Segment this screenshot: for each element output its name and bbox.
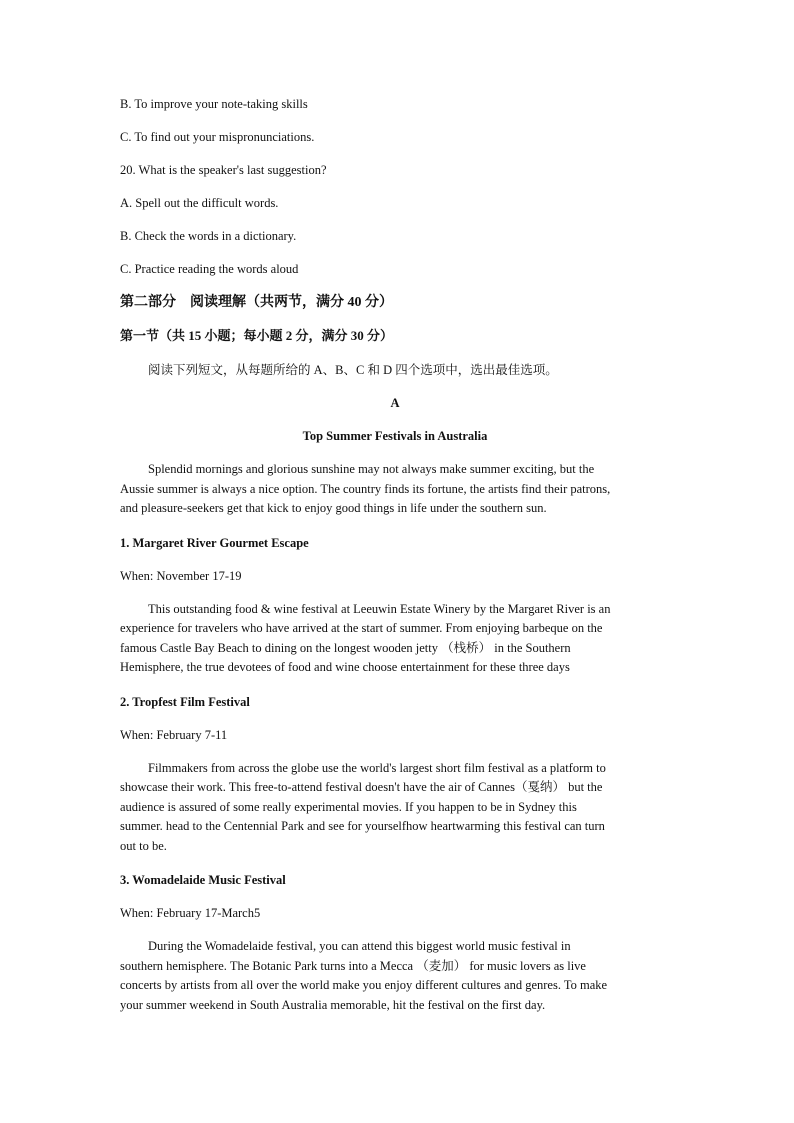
passage-label: A — [390, 396, 400, 410]
option-q20-c: C. Practice reading the words aloud — [120, 262, 299, 276]
paragraph-line: Filmmakers from across the globe use the world's largest short film festival as a platform to — [148, 760, 606, 775]
reading-instructions: 阅读下列短文，从每题所给的 A、B、C 和 D 四个选项中，选出最佳选项。 — [148, 363, 558, 377]
festival-paragraph — [120, 759, 670, 857]
paragraph-line: showcase their work. This free-to-attend festival doesn't have the air of Cannes（戛纳） but the — [120, 780, 603, 794]
paragraph-line: This outstanding food & wine festival at Leeuwin Estate Winery by the Margaret River is an — [148, 601, 611, 616]
paragraph-line: audience is assured of some really experimental movies. If you happen to be in Sydney this — [120, 799, 577, 814]
paragraph-line: your summer weekend in South Australia memorable, hit the festival on the first day. — [120, 997, 546, 1012]
paragraph-line: Splendid mornings and glorious sunshine may not always make summer exciting, but the — [148, 462, 595, 476]
option-q20-a: A. Spell out the difficult words. — [120, 196, 279, 210]
festival-heading: 2. Tropfest Film Festival — [120, 694, 250, 709]
paragraph-line: Hemisphere, the true devotees of food and wine choose entertainment for these three days — [120, 660, 570, 674]
festival-paragraph — [120, 600, 670, 678]
festival-heading: 1. Margaret River Gourmet Escape — [120, 535, 309, 550]
paragraph-line: summer. head to the Centennial Park and see for yourselfhow heartwarming this festival can turn — [120, 819, 605, 833]
option-q19-c: C. To find out your mispronunciations. — [120, 130, 315, 144]
option-q19-b: B. To improve your note-taking skills — [120, 97, 308, 111]
paragraph-line: concerts by artists from all over the world make you enjoy different cultures and genres. To make — [120, 978, 608, 992]
festival-paragraph — [120, 937, 670, 1015]
festival-when: When: February 7-11 — [120, 727, 228, 742]
paragraph-line: Aussie summer is always a nice option. The country finds its fortune, the artists find their patrons, — [120, 481, 611, 496]
passage-title: Top Summer Festivals in Australia — [302, 429, 488, 443]
festival-when: When: February 17-March5 — [120, 906, 261, 920]
intro-paragraph — [120, 460, 670, 519]
paragraph-line: famous Castle Bay Beach to dining on the longest wooden jetty （栈桥） in the Southern — [120, 640, 571, 655]
festival-when: When: November 17-19 — [120, 568, 242, 583]
paragraph-line: out to be. — [120, 838, 167, 853]
festival-heading: 3. Womadelaide Music Festival — [120, 873, 286, 887]
document-page — [120, 95, 670, 1030]
paragraph-line: and pleasure-seekers get that kick to enjoy good things in life under the southern sun. — [120, 501, 547, 515]
paragraph-line: During the Womadelaide festival, you can attend this biggest world music festival in — [148, 939, 571, 953]
paragraph-line: southern hemisphere. The Botanic Park turns into a Mecca （麦加） for music lovers as live — [120, 958, 586, 973]
paragraph-line: experience for travelers who have arrived at the start of summer. From enjoying barbeque on the — [120, 621, 603, 635]
question-20: 20. What is the speaker's last suggestion? — [120, 163, 327, 177]
section-one-title: 第一节（共 15 小题；每小题 2 分，满分 30 分） — [120, 328, 394, 343]
part-two-title: 第二部分 阅读理解（共两节，满分 40 分） — [120, 295, 393, 310]
option-q20-b: B. Check the words in a dictionary. — [120, 229, 297, 243]
